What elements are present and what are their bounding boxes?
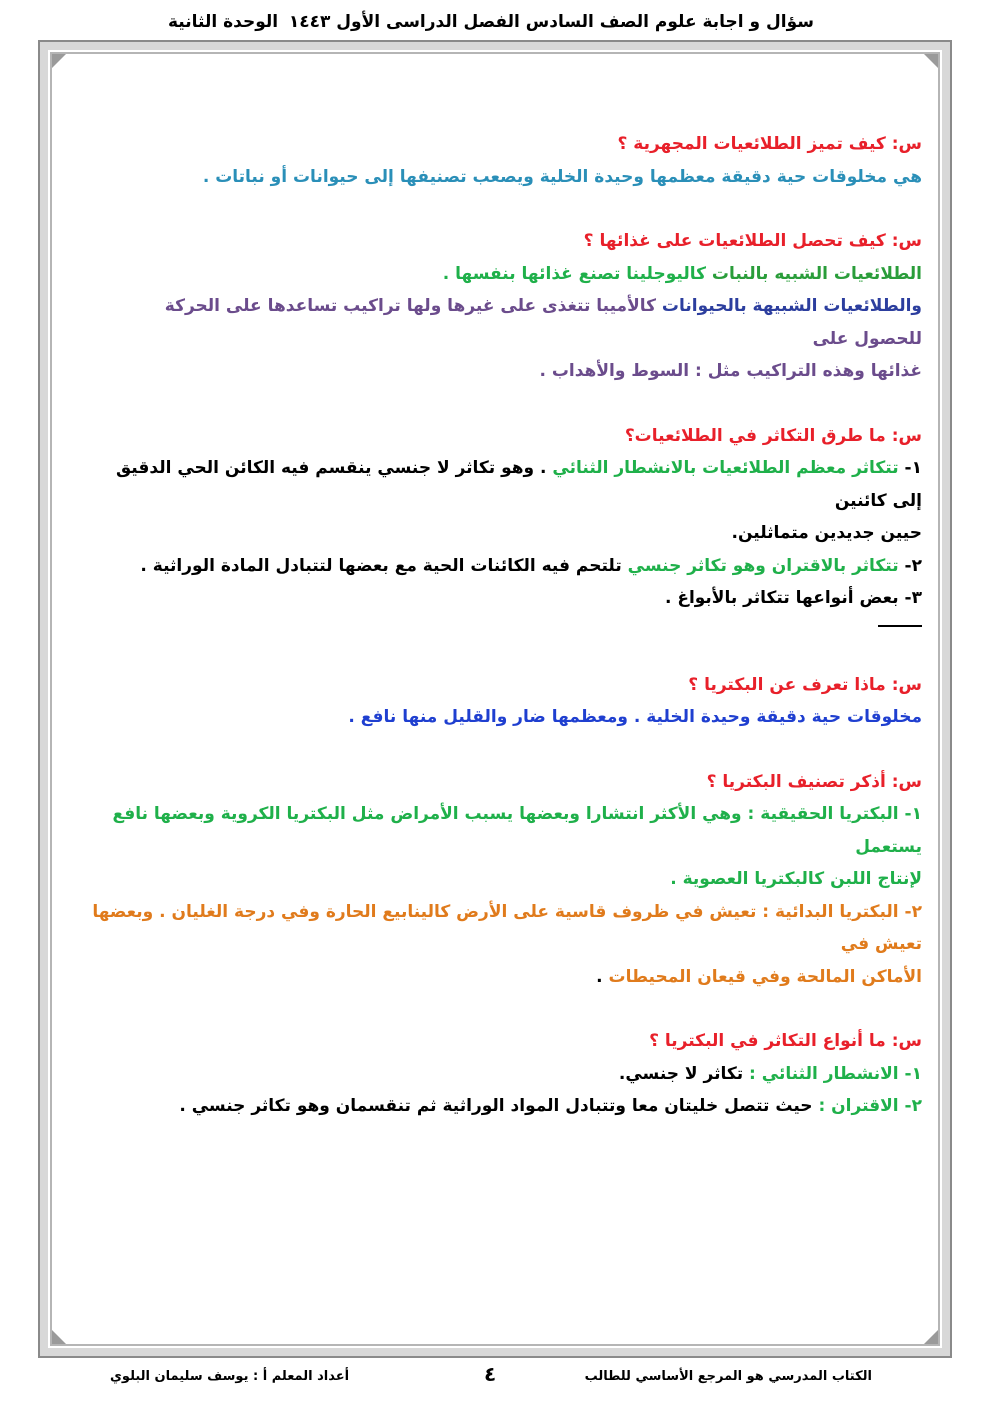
answer-line [92,863,922,896]
header-unit: الوحدة الثانية [168,12,279,32]
answer-line [92,1058,922,1091]
answer-line [92,1090,922,1123]
qa-section-1 [92,128,922,193]
answer-text: ٢- الاقتران : [812,1096,922,1116]
answer-text: الطلائعيات الشبيه بالنبات [705,263,922,284]
answer-text: مخلوقات حية دقيقة وحيدة الخلية . ومعظمها ضار والقليل منها نافع . [348,707,922,727]
footer-note: الكتاب المدرسي هو المرجع الأساسي للطالب [584,1369,872,1384]
answer-line [92,161,922,194]
question-heading: س: أذكر تصنيف البكتريا ؟ [706,771,922,792]
answer-text: ١- [898,458,922,478]
answer-text: لإنتاج اللبن كالبكتريا العصوية . [670,869,922,889]
answer-text: الأماكن المالحة وفي قيعان المحيطات [608,966,922,987]
answer-line [92,550,922,583]
answer-text: تكاثر لا جنسي. [618,1063,744,1084]
answer-line [92,290,922,355]
header-subject: سؤال و اجابة علوم الصف السادس الفصل الدراسى الأول ١٤٤٣ [288,12,814,32]
answer-text: تتكاثر معظم الطلائعيات بالانشطار الثنائي [552,458,899,478]
question-heading: س: ما طرق التكاثر في الطلائعيات؟ [624,425,922,446]
answer-line [92,701,922,734]
answer-text: . [596,966,609,987]
answer-line [92,517,922,550]
answer-text: ٢- [898,555,922,576]
answer-text: . وهو تكاثر لا جنسي ينقسم فيه الكائن الحي الدقيق إلى كائنين [115,458,922,511]
answer-text: غذائها وهذه التراكيب مثل : السوط والأهداب . [539,361,922,381]
answer-line [92,798,922,863]
answer-text: والطلائعيات الشبيهة بالحيوانات [656,296,922,316]
answer-line [92,896,922,961]
answer-text: ٢- البكتريا البدائية : تعيش في ظروف قاسية على الأرض كالينابيع الحارة وفي درجة الغليان . وبعضها تعيش في [92,901,922,954]
answer-line [92,258,922,291]
page-header [0,12,992,42]
qa-section-4 [92,647,922,734]
qa-section-3 [92,420,922,627]
qa-section-5 [92,766,922,994]
answer-line [92,452,922,517]
page-number: ٤ [484,1362,497,1386]
answer-text: كالأميبا تتغذى على غيرها ولها تراكيب تساعدها على الحركة للحصول على [164,296,922,349]
answer-text: حيث تتصل خليتان معا وتتبادل المواد الوراثية ثم تنقسمان وهو تكاثر جنسي . [179,1096,813,1116]
answer-line [92,961,922,994]
qa-section-6 [92,1025,922,1123]
answer-line [92,355,922,388]
answer-text: حيين جديدين متماثلين. [731,523,922,543]
qa-section-2 [92,225,922,388]
answer-text: هي مخلوقات حية دقيقة معظمها وحيدة الخلية ويصعب تصنيفها إلى حيوانات أو نباتات . [202,166,922,187]
answer-text: ١- الانشطار الثنائي : [743,1063,922,1084]
question-heading: س: كيف تميز الطلائعيات المجهرية ؟ [617,134,922,154]
answer-line [92,582,922,615]
answer-text: كاليوجلينا تصنع غذائها بنفسها . [442,263,706,284]
answer-text: تتكاثر بالاقتران وهو تكاثر جنسي [627,555,899,576]
question-heading: س: ما أنواع التكاثر في البكتريا ؟ [649,1031,922,1051]
section-divider-rule [878,625,922,627]
footer-author: أعداد المعلم أ : يوسف سليمان البلوي [110,1369,350,1384]
question-heading: س: كيف تحصل الطلائعيات على غذائها ؟ [583,231,922,251]
answer-text: ١- البكتريا الحقيقية : وهي الأكثر انتشارا وبعضها يسبب الأمراض مثل البكتريا الكروية وبعضها نافع يستعمل [112,804,922,857]
answer-text: تلتحم فيه الكائنات الحية مع بعضها لتتبادل المادة الوراثية . [140,555,628,576]
qa-content [92,128,922,1155]
answer-text: ٣- بعض أنواعها تتكاثر بالأبواغ . [664,588,922,608]
question-heading: س: ماذا تعرف عن البكتريا ؟ [688,674,922,695]
